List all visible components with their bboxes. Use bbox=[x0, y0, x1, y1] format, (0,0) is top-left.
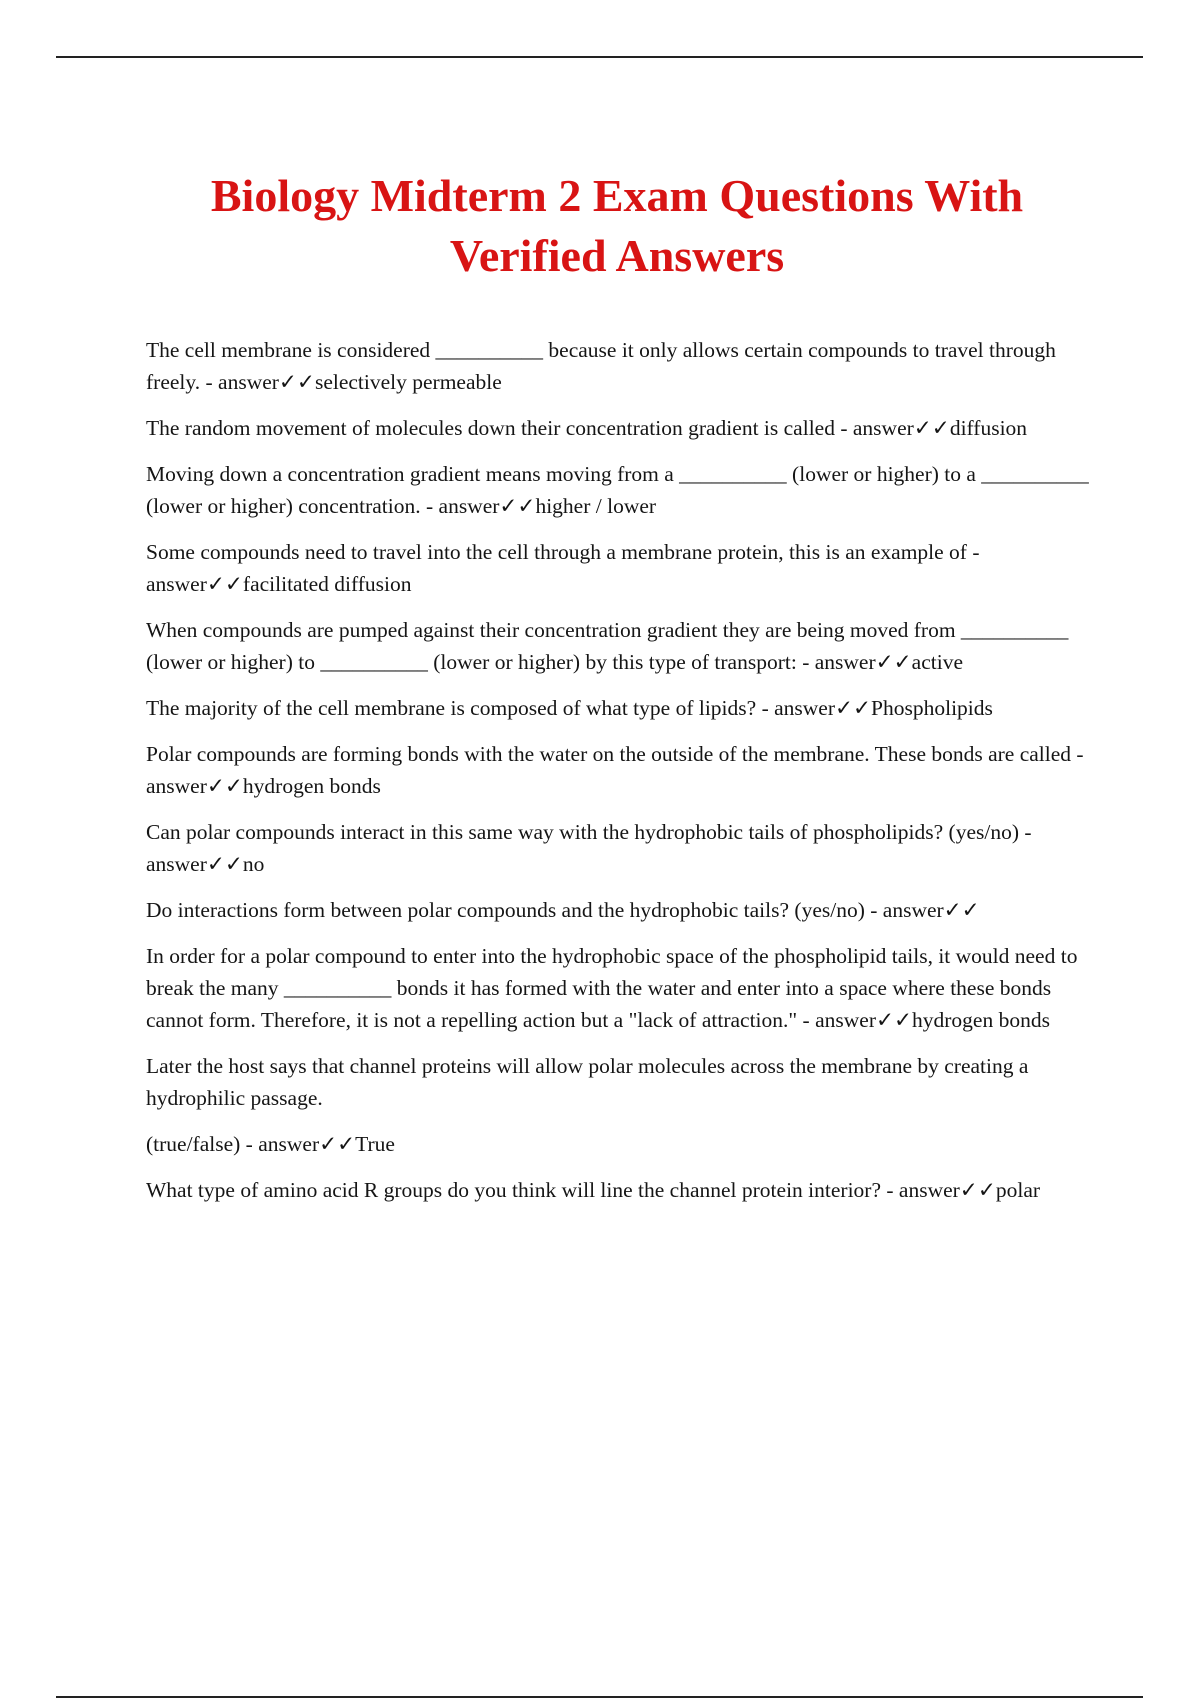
answer-text: True bbox=[355, 1132, 395, 1156]
qa-item-1 bbox=[146, 334, 1096, 398]
answer-marker: answer✓✓ bbox=[146, 572, 243, 596]
qa-item-7 bbox=[146, 738, 1096, 802]
answer-marker: answer✓✓ bbox=[438, 494, 536, 518]
qa-item-5 bbox=[146, 614, 1096, 678]
answer-text: selectively permeable bbox=[314, 370, 502, 394]
top-rule bbox=[56, 56, 1143, 58]
answer-marker: answer✓✓ bbox=[218, 370, 315, 394]
answer-text: polar bbox=[995, 1178, 1041, 1202]
answer-marker: answer✓✓ bbox=[815, 1008, 913, 1032]
qa-item-10 bbox=[146, 940, 1096, 1036]
answer-marker: answer✓✓ bbox=[852, 416, 950, 440]
qa-item-3 bbox=[146, 458, 1096, 522]
question-text: (true/false) - bbox=[146, 1132, 259, 1156]
answer-text: Phospholipids bbox=[871, 696, 993, 720]
qa-item-2 bbox=[146, 412, 1096, 444]
answer-marker: answer✓✓ bbox=[882, 898, 980, 922]
question-text: Later the host says that channel proteins will allow polar molecules across the membrane by creating a hydrophilic passage. bbox=[146, 1054, 1029, 1110]
question-text: Some compounds need to travel into the cell through a membrane protein, this is an example of - bbox=[146, 540, 980, 564]
answer-text: active bbox=[911, 650, 963, 674]
answer-marker: answer✓✓ bbox=[146, 852, 243, 876]
question-text: Can polar compounds interact in this same way with the hydrophobic tails of phospholipids? (yes/no) - bbox=[146, 820, 1032, 844]
qa-list bbox=[146, 334, 1096, 1220]
question-text: In order for a polar compound to enter into the hydrophobic space of the phospholipid tails, it would need to break the many __________ bonds it has formed with the water and enter into a space where these bonds cannot form. Therefore, it is not a repelling action but a "lack of attraction." - bbox=[146, 944, 1078, 1032]
answer-marker: answer✓✓ bbox=[814, 650, 912, 674]
qa-item-9 bbox=[146, 894, 1096, 926]
bottom-rule bbox=[56, 1696, 1143, 1698]
answer-text: no bbox=[242, 852, 265, 876]
qa-item-4 bbox=[146, 536, 1096, 600]
answer-text: facilitated diffusion bbox=[242, 572, 412, 596]
qa-item-12 bbox=[146, 1128, 1096, 1160]
question-text: Do interactions form between polar compounds and the hydrophobic tails? (yes/no) - bbox=[146, 898, 883, 922]
question-text: Polar compounds are forming bonds with the water on the outside of the membrane. These bonds are called - bbox=[146, 742, 1084, 766]
question-text: The random movement of molecules down their concentration gradient is called - bbox=[146, 416, 853, 440]
answer-marker: answer✓✓ bbox=[774, 696, 872, 720]
question-text: The cell membrane is considered __________ because it only allows certain compounds to travel through freely. - bbox=[146, 338, 1056, 394]
qa-item-8 bbox=[146, 816, 1096, 880]
question-text: The majority of the cell membrane is composed of what type of lipids? - bbox=[146, 696, 775, 720]
answer-marker: answer✓✓ bbox=[898, 1178, 996, 1202]
title-line-2: Verified Answers bbox=[449, 230, 785, 281]
title-line-1: Biology Midterm 2 Exam Questions With bbox=[210, 170, 1024, 221]
question-text: When compounds are pumped against their concentration gradient they are being moved from __________ (lower or higher) to __________ (lower or higher) by this type of transport: - bbox=[146, 618, 1069, 674]
qa-item-11 bbox=[146, 1050, 1096, 1114]
qa-item-6 bbox=[146, 692, 1096, 724]
qa-item-13 bbox=[146, 1174, 1096, 1206]
answer-marker: answer✓✓ bbox=[146, 774, 243, 798]
question-text: What type of amino acid R groups do you think will line the channel protein interior? - bbox=[146, 1178, 899, 1202]
answer-marker: answer✓✓ bbox=[258, 1132, 356, 1156]
answer-text: diffusion bbox=[949, 416, 1028, 440]
answer-text: higher / lower bbox=[535, 494, 657, 518]
answer-text: hydrogen bonds bbox=[912, 1008, 1050, 1032]
document-title bbox=[130, 166, 1104, 286]
answer-text: hydrogen bonds bbox=[242, 774, 381, 798]
question-text: Moving down a concentration gradient means moving from a __________ (lower or higher) to a __________ (lower or higher) concentration. - bbox=[146, 462, 1089, 518]
